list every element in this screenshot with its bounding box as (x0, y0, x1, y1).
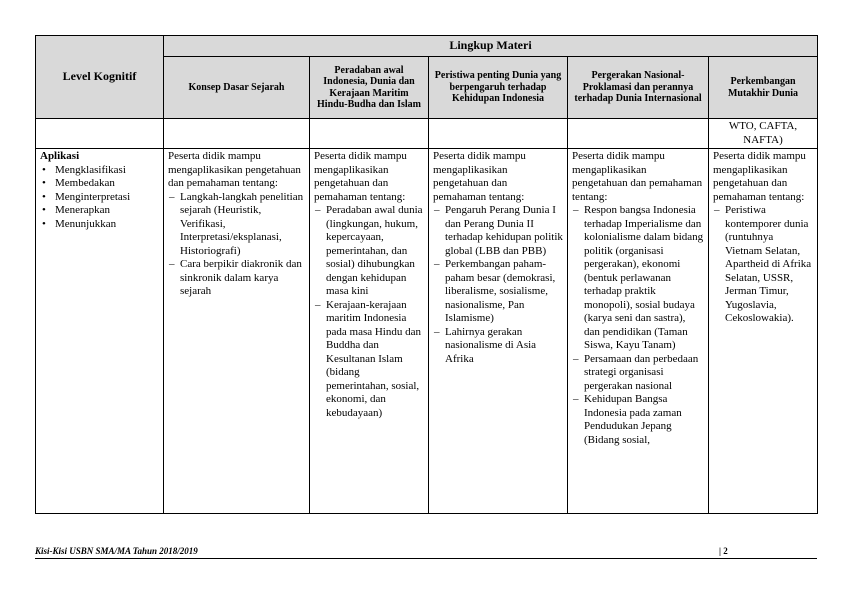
cont-text-col5: WTO, CAFTA, NAFTA) (728, 120, 798, 146)
materi-item: – Cara berpikir diakronik dan sinkronik dalam karya sejarah (180, 258, 305, 299)
cont-cell-col3 (429, 119, 568, 149)
materi-item: – Kehidupan Bangsa Indonesia pada zaman Pendudukan Jepang (Bidang sosial, (584, 393, 704, 447)
cell-intro: Peserta didik mampu mengaplikasikan pengetahuan dan pemahaman tentang: (713, 150, 806, 203)
page-number: | 2 (719, 546, 728, 556)
cont-cell-col4 (568, 119, 709, 149)
cont-cell-col5 (709, 119, 818, 149)
header-col-pergerakan-nasional: Pergerakan Nasional-Proklamasi dan perannya terhadap Dunia Internasional (568, 57, 709, 119)
cell-peristiwa-penting (429, 149, 568, 514)
level-title: Aplikasi (40, 150, 80, 162)
cont-cell-col1 (164, 119, 310, 149)
table-row-continuation (36, 119, 818, 149)
cont-cell-col2 (310, 119, 429, 149)
level-verb-item: • Menginterpretasi (53, 191, 159, 205)
level-cell (36, 149, 164, 514)
cell-konsep-dasar (164, 149, 310, 514)
level-verb-item: • Menerapkan (53, 204, 159, 218)
kisi-kisi-table (35, 35, 818, 514)
materi-list (433, 204, 563, 366)
footer-divider (35, 558, 817, 559)
materi-item: – Persamaan dan perbedaan strategi organisasi pergerakan nasional (584, 353, 704, 394)
level-verb-item: • Mengklasifikasi (53, 164, 159, 178)
cell-perkembangan-mutakhir (709, 149, 818, 514)
cell-intro: Peserta didik mampu mengaplikasikan pengetahuan dan pemahaman tentang: (572, 150, 703, 203)
header-col-konsep-dasar: Konsep Dasar Sejarah (164, 57, 310, 119)
cell-intro: Peserta didik mampu mengaplikasikan pengetahuan dan pemahaman tentang: (433, 150, 526, 203)
header-col-peristiwa-penting: Peristiwa penting Dunia yang berpengaruh terhadap Kehidupan Indonesia (429, 57, 568, 119)
materi-item: – Kerajaan-kerajaan maritim Indonesia pada masa Hindu dan Buddha dan Kesultanan Islam (bidang pemerintahan, sosial, ekonomi, dan kebudayaan) (326, 299, 424, 421)
cont-cell-level (36, 119, 164, 149)
header-lingkup-materi: Lingkup Materi (164, 36, 818, 57)
header-level-kognitif: Level Kognitif (36, 36, 164, 119)
materi-list (314, 204, 424, 420)
materi-item: – Respon bangsa Indonesia terhadap Imperialisme dan kolonialisme dalam bidang politik (organisasi pergerakan), ekonomi (bentuk perlawanan terhadap praktik monopoli), sosial budaya (karya seni dan sastra), dan pendidikan (Taman Siswa, Kayu Tanam) (584, 204, 704, 353)
level-verb-item: • Membedakan (53, 177, 159, 191)
materi-item: – Langkah-langkah penelitian sejarah (Heuristik, Verifikasi, Interpretasi/eksplanasi, Historiografi) (180, 191, 305, 259)
cell-pergerakan-nasional (568, 149, 709, 514)
materi-item: – Peradaban awal dunia (lingkungan, hukum, kepercayaan, pemerintahan, dan sosial) dihubungkan dengan kehidupan masa kini (326, 204, 424, 299)
materi-list (713, 204, 813, 326)
materi-item: – Pengaruh Perang Dunia I dan Perang Dunia II terhadap kehidupan politik global (LBB dan PBB) (445, 204, 563, 258)
materi-item: – Peristiwa kontemporer dunia (runtuhnya Vietnam Selatan, Apartheid di Afrika Selatan, USSR, Jerman Timur, Yugoslavia, Cekoslowakia). (725, 204, 813, 326)
cell-intro: Peserta didik mampu mengaplikasikan pengetahuan dan pemahaman tentang: (314, 150, 407, 203)
table-row-aplikasi (36, 149, 818, 514)
materi-item: – Perkembangan paham-paham besar (demokrasi, liberalisme, sosialisme, nasionalisme, Pan Islamisme) (445, 258, 563, 326)
cell-peradaban-awal (310, 149, 429, 514)
header-col-perkembangan-mutakhir: Perkembangan Mutakhir Dunia (709, 57, 818, 119)
materi-list (168, 191, 305, 299)
level-verb-list (40, 164, 159, 232)
footer-title: Kisi-Kisi USBN SMA/MA Tahun 2018/2019 (35, 546, 198, 556)
level-verb-item: • Menunjukkan (53, 218, 159, 232)
header-col-peradaban-awal: Peradaban awal Indonesia, Dunia dan Kerajaan Maritim Hindu-Budha dan Islam (310, 57, 429, 119)
cell-intro: Peserta didik mampu mengaplikasikan pengetahuan dan pemahaman tentang: (168, 150, 301, 189)
materi-item: – Lahirnya gerakan nasionalisme di Asia Afrika (445, 326, 563, 367)
materi-list (572, 204, 704, 447)
